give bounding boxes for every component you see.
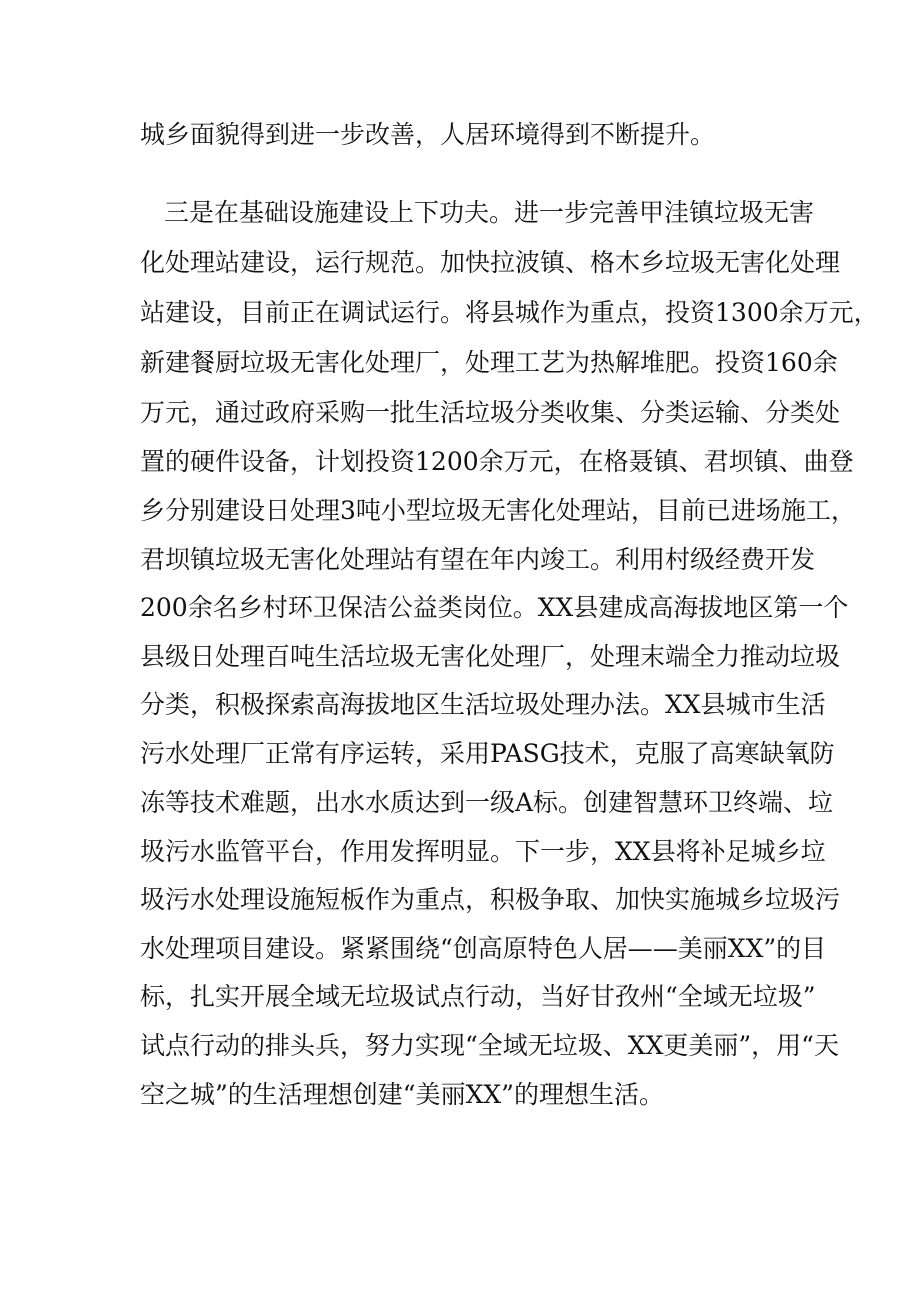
paragraph-line: 200余名乡村环卫保洁公益类岗位。XX县建成高海拔地区第一个 [140, 593, 849, 622]
paragraph-line: 水处理项目建设。紧紧围绕“创高原特色人居——美丽XX”的目 [140, 934, 827, 963]
paragraph-line: 化处理站建设，运行规范。加快拉波镇、格木乡垃圾无害化处理 [140, 248, 841, 277]
paragraph-line: 三是在基础设施建设上下功夫。进一步完善甲洼镇垃圾无害 [164, 198, 815, 227]
paragraph-line: 君坝镇垃圾无害化处理站有望在年内竣工。利用村级经费开发 [140, 545, 816, 574]
paragraph-line: 圾污水监管平台，作用发挥明显。下一步，XX县将补足城乡垃 [140, 837, 826, 866]
paragraph-line: 污水处理厂正常有序运转，采用PASG技术，克服了高寒缺氧防 [140, 739, 835, 768]
paragraph-line: 分类，积极探索高海拔地区生活垃圾处理办法。XX县城市生活 [140, 690, 826, 719]
paragraph-line: 万元，通过政府采购一批生活垃圾分类收集、分类运输、分类处 [140, 398, 841, 427]
paragraph-line: 圾污水处理设施短板作为重点，积极争取、加快实施城乡垃圾污 [140, 885, 841, 914]
paragraph-line: 新建餐厨垃圾无害化处理厂，处理工艺为热解堆肥。投资160余 [140, 348, 838, 377]
paragraph-line: 站建设，目前正在调试运行。将县城作为重点，投资1300余万元， [140, 298, 879, 327]
paragraph-line: 置的硬件设备，计划投资1200余万元，在格聂镇、君坝镇、曲登 [140, 447, 854, 476]
paragraph-line: 标，扎实开展全域无垃圾试点行动，当好甘孜州“全域无垃圾” [140, 982, 816, 1011]
intro-line: 城乡面貌得到进一步改善，人居环境得到不断提升。 [140, 120, 716, 149]
paragraph-line: 县级日处理百吨生活垃圾无害化处理厂，处理末端全力推动垃圾 [140, 642, 841, 671]
paragraph-line: 冻等技术难题，出水水质达到一级A标。创建智慧环卫终端、垃 [140, 788, 834, 817]
paragraph-line: 乡分别建设日处理3吨小型垃圾无害化处理站，目前已进场施工， [140, 496, 856, 525]
paragraph-line: 空之城”的生活理想创建“美丽XX”的理想生活。 [140, 1080, 664, 1109]
paragraph-line: 试点行动的排头兵，努力实现“全域无垃圾、XX更美丽”，用“天 [140, 1031, 839, 1060]
